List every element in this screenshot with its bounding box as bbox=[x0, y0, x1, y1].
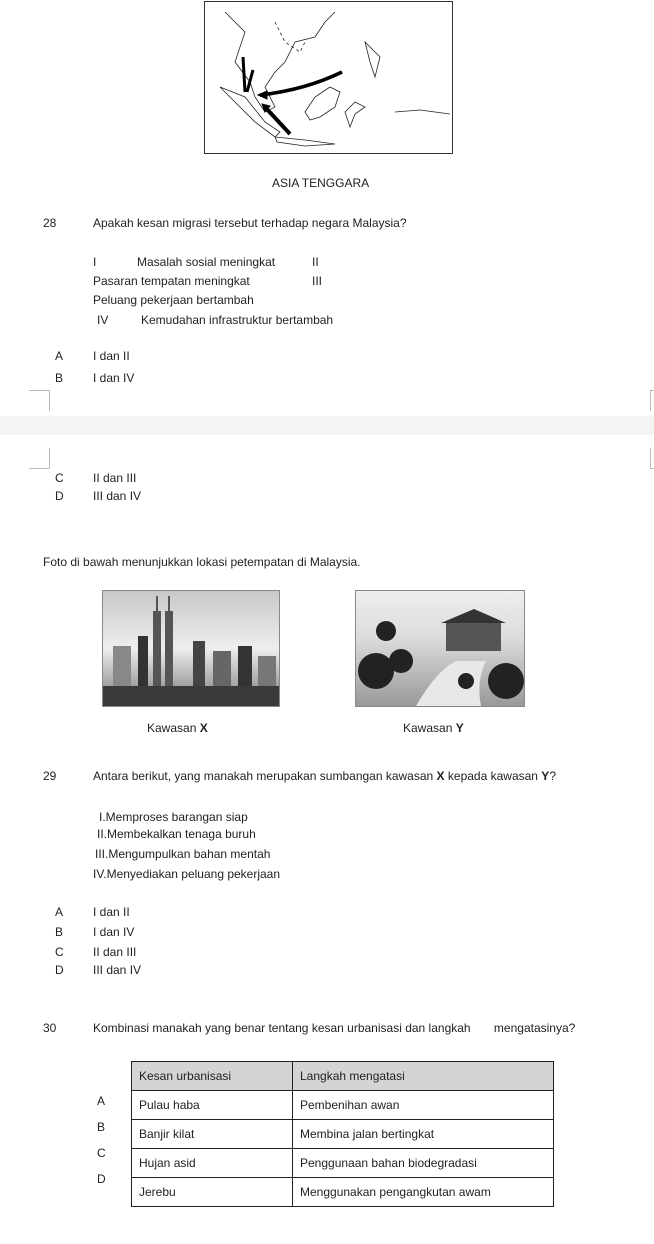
option-text: III dan IV bbox=[93, 489, 142, 503]
page-corner-mark bbox=[29, 448, 50, 469]
table-row bbox=[132, 1091, 554, 1120]
option-letter: D bbox=[55, 489, 64, 503]
question-30-text: Kombinasi manakah yang benar tentang kesan urbanisasi dan langkah mengatasinya? bbox=[93, 1021, 576, 1035]
village-house-image bbox=[356, 591, 524, 706]
option-text: I dan II bbox=[93, 349, 130, 363]
header-cell: Kesan urbanisasi bbox=[132, 1062, 293, 1091]
option-letter: A bbox=[55, 905, 64, 919]
table-row bbox=[132, 1120, 554, 1149]
option-letter: C bbox=[97, 1146, 106, 1160]
option-text: III dan IV bbox=[93, 963, 142, 977]
statement: I.Memproses barangan siap bbox=[99, 810, 248, 824]
question-29-number: 29 bbox=[43, 769, 57, 783]
option-letter: C bbox=[55, 471, 64, 485]
table-header-row bbox=[132, 1062, 554, 1091]
option-letter: D bbox=[55, 963, 64, 977]
question-30-number: 30 bbox=[43, 1021, 57, 1035]
urbanisation-table bbox=[131, 1061, 554, 1207]
table-cell: Menggunakan pengangkutan awam bbox=[293, 1178, 554, 1207]
statement-numeral: III bbox=[312, 274, 323, 288]
table-cell: Hujan asid bbox=[132, 1149, 293, 1178]
option-text: I dan II bbox=[93, 905, 130, 919]
statement-numeral: I bbox=[93, 255, 97, 269]
statement: II.Membekalkan tenaga buruh bbox=[97, 827, 256, 841]
table-row bbox=[132, 1149, 554, 1178]
statement-text: Peluang pekerjaan bertambah bbox=[93, 293, 254, 307]
city-skyline-image bbox=[103, 591, 279, 706]
statement-text: Kemudahan infrastruktur bertambah bbox=[141, 313, 334, 327]
header-cell: Langkah mengatasi bbox=[293, 1062, 554, 1091]
option-letter: A bbox=[97, 1094, 106, 1108]
table-cell: Pulau haba bbox=[132, 1091, 293, 1120]
statement-numeral: II bbox=[312, 255, 319, 269]
statement: III.Mengumpulkan bahan mentah bbox=[95, 847, 271, 861]
question-29-text: Antara berikut, yang manakah merupakan sumbangan kawasan X kepada kawasan Y? bbox=[93, 769, 556, 783]
page-break bbox=[0, 416, 654, 435]
option-letter: B bbox=[97, 1120, 106, 1134]
option-text: I dan IV bbox=[93, 371, 135, 385]
table-cell: Banjir kilat bbox=[132, 1120, 293, 1149]
option-text: I dan IV bbox=[93, 925, 135, 939]
table-cell: Penggunaan bahan biodegradasi bbox=[293, 1149, 554, 1178]
table-cell: Pembenihan awan bbox=[293, 1091, 554, 1120]
option-letter: D bbox=[97, 1172, 106, 1186]
option-letter: B bbox=[55, 925, 64, 939]
photo-caption-x: Kawasan X bbox=[147, 721, 208, 735]
option-letter: C bbox=[55, 945, 64, 959]
statement-numeral: IV bbox=[97, 313, 109, 327]
statement-text: Masalah sosial meningkat bbox=[137, 255, 276, 269]
map-caption: ASIA TENGGARA bbox=[272, 176, 370, 190]
map-illustration bbox=[205, 2, 452, 153]
table-cell: Jerebu bbox=[132, 1178, 293, 1207]
option-text: II dan III bbox=[93, 945, 137, 959]
option-text: II dan III bbox=[93, 471, 137, 485]
village-photo bbox=[355, 590, 525, 707]
page-corner-mark bbox=[650, 390, 654, 411]
photo-intro: Foto di bawah menunjukkan lokasi petempatan di Malaysia. bbox=[43, 555, 361, 569]
southeast-asia-map bbox=[204, 1, 453, 154]
city-photo bbox=[102, 590, 280, 707]
page-corner-mark bbox=[650, 448, 654, 469]
question-28-number: 28 bbox=[43, 216, 57, 230]
page-corner-mark bbox=[29, 390, 50, 411]
table-cell: Membina jalan bertingkat bbox=[293, 1120, 554, 1149]
statement: IV.Menyediakan peluang pekerjaan bbox=[93, 867, 281, 881]
statement-text: Pasaran tempatan meningkat bbox=[93, 274, 250, 288]
question-28-text: Apakah kesan migrasi tersebut terhadap negara Malaysia? bbox=[93, 216, 407, 230]
option-letter: A bbox=[55, 349, 64, 363]
table-row bbox=[132, 1178, 554, 1207]
option-letter: B bbox=[55, 371, 64, 385]
photo-caption-y: Kawasan Y bbox=[403, 721, 464, 735]
